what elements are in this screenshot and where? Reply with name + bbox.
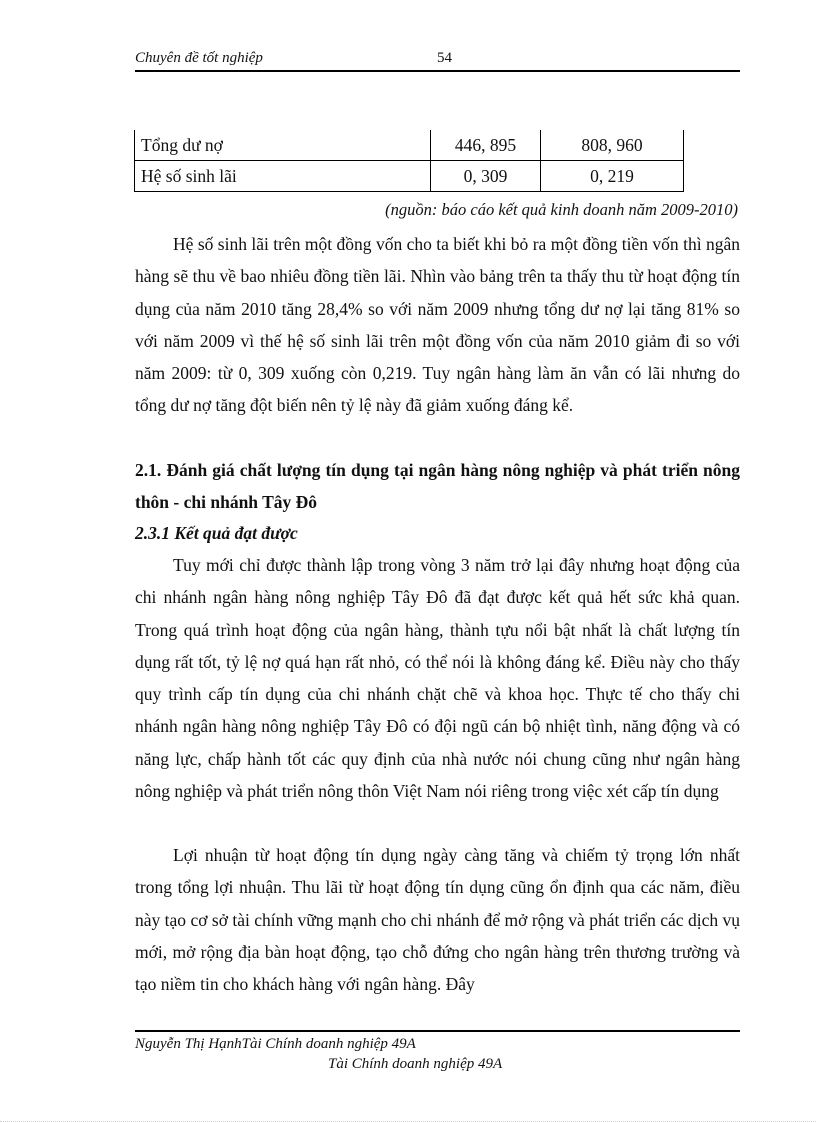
value-2009: 446, 895	[431, 130, 541, 161]
page-edge-dots	[0, 1121, 816, 1122]
paragraph-profit	[135, 839, 740, 1000]
data-table	[134, 130, 684, 192]
paragraph-profit-ratio	[135, 228, 740, 422]
header-rule	[135, 70, 740, 72]
value-2010: 0, 219	[541, 161, 684, 192]
paragraph-text: Tuy mới chỉ được thành lập trong vòng 3 năm trở lại đây nhưng hoạt động của chi nhánh ngân hàng nông nghiệp Tây Đô đã đạt được kết quả hết sức khả quan. Trong quá trình hoạt động của ngân hàng, thành tựu nổi bật nhất là chất lượng tín dụng rất tốt, tỷ lệ nợ quá hạn rất nhỏ, có thể nói là không đáng kể. Điều này cho thấy quy trình cấp tín dụng của chi nhánh chặt chẽ và khoa học. Thực tế cho thấy chi nhánh ngân hàng nông nghiệp Tây Đô có đội ngũ cán bộ nhiệt tình, năng động và có năng lực, chấp hành tốt các quy định của nhà nước nói chung cũng như ngân hàng nông nghiệp và phát triển nông thôn Việt Nam nói riêng trong việc xét cấp tín dụng	[135, 555, 740, 802]
table-row	[135, 130, 684, 161]
footer-author: Nguyễn Thị HạnhTài Chính doanh nghiệp 49A	[135, 1036, 416, 1052]
table-source-note: (nguồn: báo cáo kết quả kinh doanh năm 2009-2010)	[385, 200, 738, 219]
row-label: Hệ số sinh lãi	[135, 161, 431, 192]
value-2009: 0, 309	[431, 161, 541, 192]
header-title: Chuyên đề tốt nghiệp	[135, 50, 263, 66]
paragraph-text: Lợi nhuận từ hoạt động tín dụng ngày càng tăng và chiếm tỷ trọng lớn nhất trong tổng lợi nhuận. Thu lãi từ hoạt động tín dụng cũng ổn định qua các năm, điều này tạo cơ sở tài chính vững mạnh cho chi nhánh để mở rộng và phát triển các dịch vụ mới, mở rộng địa bàn hoạt động, tạo chỗ đứng cho ngân hàng trên thương trường và tạo niềm tin cho khách hàng với ngân hàng. Đây	[135, 845, 740, 995]
paragraph-text: Hệ số sinh lãi trên một đồng vốn cho ta biết khi bỏ ra một đồng tiền vốn thì ngân hàng sẽ thu về bao nhiêu đồng tiền lãi. Nhìn vào bảng trên ta thấy thu từ hoạt động tín dụng của năm 2010 tăng 28,4% so với năm 2009 nhưng tổng dư nợ lại tăng 81% so với năm 2009 vì thế hệ số sinh lãi trên một đồng vốn của năm 2010 giảm đi so với năm 2009: từ 0, 309 xuống còn 0,219. Tuy ngân hàng làm ăn vẫn có lãi nhưng do tổng dư nợ tăng đột biến nên tỷ lệ này đã giảm xuống đáng kể.	[135, 234, 740, 416]
footer-rule	[135, 1030, 740, 1032]
row-label: Tổng dư nợ	[135, 130, 431, 161]
section-heading-2-3-1: 2.3.1 Kết quả đạt được	[135, 523, 298, 543]
footer-class: Tài Chính doanh nghiệp 49A	[328, 1056, 503, 1072]
section-heading-2-1: 2.1. Đánh giá chất lượng tín dụng tại ngân hàng nông nghiệp và phát triển nông thôn - chi nhánh Tây Đô	[135, 460, 740, 512]
page-header	[135, 50, 740, 70]
paragraph-results	[135, 549, 740, 807]
table-row	[135, 161, 684, 192]
page-number: 54	[437, 50, 452, 66]
value-2010: 808, 960	[541, 130, 684, 161]
